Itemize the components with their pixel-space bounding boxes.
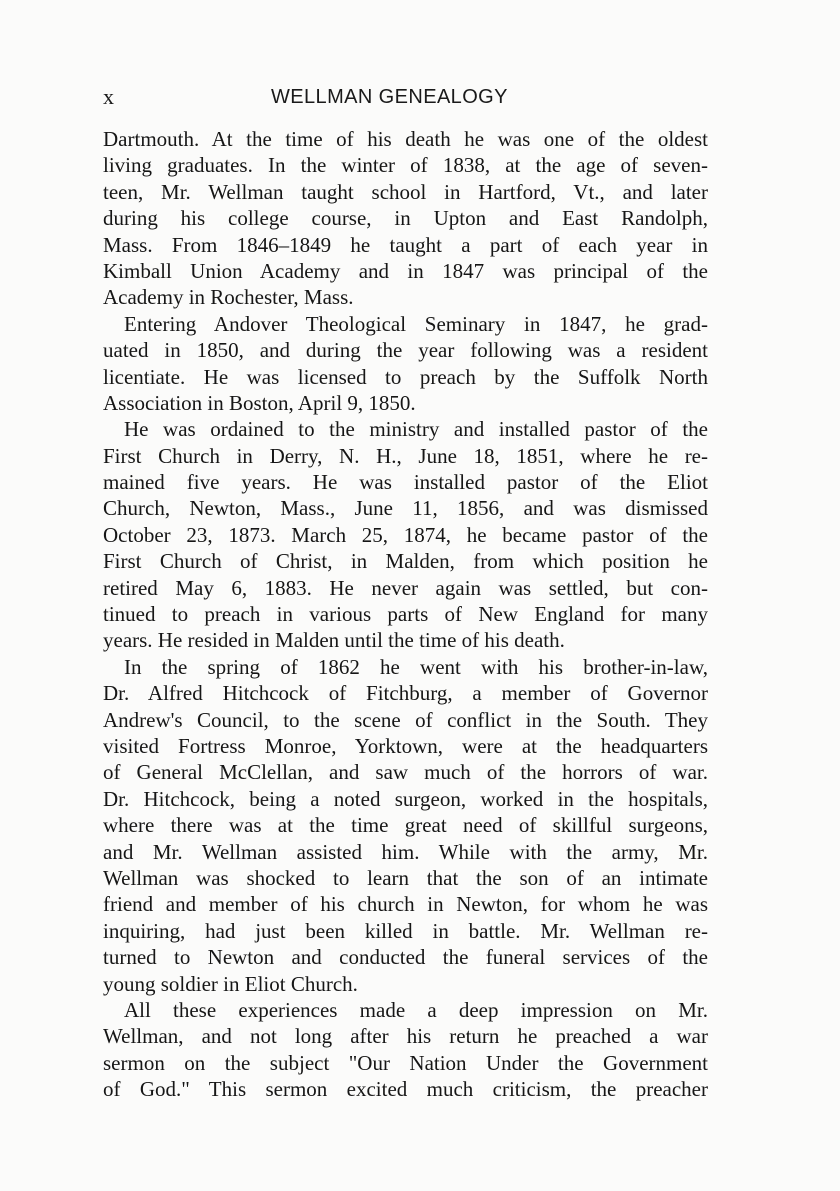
text-line: All these experiences made a deep impression on Mr. [124, 997, 708, 1022]
text-line: licentiate. He was licensed to preach by the Suffolk North [103, 364, 708, 389]
paragraph [103, 997, 708, 1103]
text-line: Mass. From 1846–1849 he taught a part of each year in [103, 232, 708, 257]
text-line: of General McClellan, and saw much of the horrors of war. [103, 760, 708, 785]
text-line: turned to Newton and conducted the funeral services of the [103, 945, 708, 970]
text-line: In the spring of 1862 he went with his brother-in-law, [124, 654, 708, 679]
paragraph [103, 654, 708, 997]
text-line: mained five years. He was installed pastor of the Eliot [103, 470, 708, 495]
text-line: He was ordained to the ministry and installed pastor of the [124, 417, 708, 442]
text-line: of God." This sermon excited much criticism, the preacher [103, 1077, 708, 1102]
text-line: visited Fortress Monroe, Yorktown, were at the headquarters [103, 733, 708, 758]
page-header [103, 84, 708, 114]
body-text [103, 126, 708, 1102]
text-line: sermon on the subject "Our Nation Under the Government [103, 1050, 708, 1075]
text-line: friend and member of his church in Newton, for whom he was [103, 892, 708, 917]
page-number: x [103, 84, 114, 109]
text-line: Dr. Hitchcock, being a noted surgeon, worked in the hospitals, [103, 786, 708, 811]
text-line: where there was at the time great need of skillful surgeons, [103, 813, 708, 838]
text-line: Wellman was shocked to learn that the son of an intimate [103, 865, 708, 890]
text-line: teen, Mr. Wellman taught school in Hartford, Vt., and later [103, 179, 708, 204]
text-line: during his college course, in Upton and East Randolph, [103, 206, 708, 231]
text-line: Dr. Alfred Hitchcock of Fitchburg, a member of Governor [103, 681, 708, 706]
text-line: Entering Andover Theological Seminary in 1847, he grad- [124, 311, 708, 336]
paragraph [103, 416, 708, 654]
text-line: inquiring, had just been killed in battle. Mr. Wellman re- [103, 918, 708, 943]
text-line: Academy in Rochester, Mass. [103, 285, 354, 310]
text-line: Wellman, and not long after his return he preached a war [103, 1024, 708, 1049]
text-line: First Church in Derry, N. H., June 18, 1851, where he re- [103, 443, 708, 468]
paragraph [103, 126, 708, 311]
text-line: Andrew's Council, to the scene of conflict in the South. They [103, 707, 708, 732]
paragraph [103, 311, 708, 417]
running-title: WELLMAN GENEALOGY [271, 86, 508, 108]
text-line: young soldier in Eliot Church. [103, 971, 358, 996]
text-line: tinued to preach in various parts of New England for many [103, 602, 708, 627]
text-line: Association in Boston, April 9, 1850. [103, 390, 416, 415]
text-line: First Church of Christ, in Malden, from which position he [103, 549, 708, 574]
text-line: living graduates. In the winter of 1838, at the age of seven- [103, 153, 708, 178]
text-line: years. He resided in Malden until the time of his death. [103, 628, 565, 653]
text-line: and Mr. Wellman assisted him. While with the army, Mr. [103, 839, 708, 864]
text-line: Kimball Union Academy and in 1847 was principal of the [103, 258, 708, 283]
text-line: October 23, 1873. March 25, 1874, he became pastor of the [103, 522, 708, 547]
text-line: Church, Newton, Mass., June 11, 1856, and was dismissed [103, 496, 708, 521]
text-line: retired May 6, 1883. He never again was settled, but con- [103, 575, 708, 600]
text-line: Dartmouth. At the time of his death he was one of the oldest [103, 127, 708, 151]
text-line: uated in 1850, and during the year following was a resident [103, 338, 708, 363]
